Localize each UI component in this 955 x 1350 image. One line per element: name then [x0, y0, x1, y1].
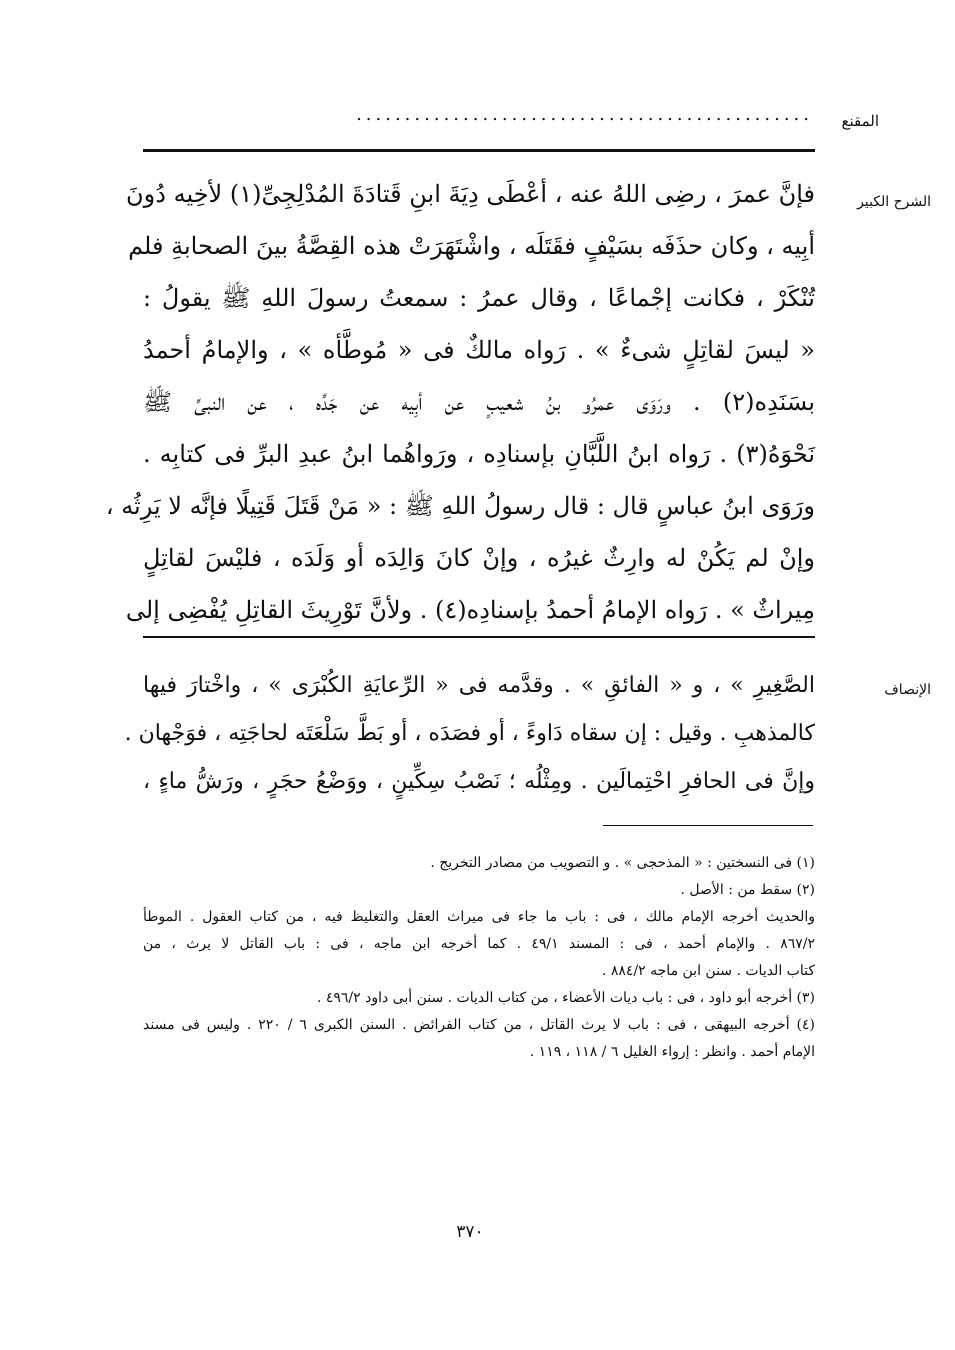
main-text-line: وإنْ لم يَكُنْ له وارِثٌ غيرُه ، وإنْ كانَ وَالِدَه أو وَلَدَه ، فليْسَ لقاتِلٍ — [143, 544, 815, 572]
header-dotted-leader: ............................................... — [356, 104, 813, 125]
footnote-separator — [603, 825, 813, 826]
main-text-line: نَحْوَهُ(٣) . رَواه ابنُ اللَّبَّانِ بإسنادِه ، ورَواهُما ابنُ عبدِ البرِّ فى كتابِه . — [143, 440, 815, 468]
main-text-line: بسَنَدِه(٢) . ورَوَى عمرُو بنُ شعيبٍ عن أبِيه عن جَدِّه ، عن النبىِّ ﷺ — [143, 388, 815, 416]
section-divider — [143, 636, 815, 638]
footnote-line: والحديث أخرجه الإمام مالك ، فى : باب ما جاء فى ميراث العقل والتغليظ فيه ، من كتاب العقول . الموطأ — [143, 909, 815, 925]
section-label-sharh: الشرح الكبير — [857, 194, 931, 210]
insaf-text-line: الصَّغِيرِ » ، و « الفائقِ » . وقدَّمه فى « الرِّعايَةِ الكُبْرَى » ، واخْتارَ فيها — [143, 673, 815, 698]
footnote-line: (١) فى النسختين : « المذحجى » . و التصويب من مصادر التخريج . — [430, 855, 815, 871]
running-header-title: المقنع — [841, 112, 879, 130]
main-text-line: أبِيه ، وكان حذَفَه بسَيْفٍ فقَتَلَه ، واشْتَهَرَتْ هذه القِصَّةُ بينَ الصحابةِ فلم — [128, 232, 815, 260]
footnote-line: (٣) أخرجه أبو داود ، فى : باب ديات الأعضاء ، من كتاب الديات . سنن أبى داود ٤٩٦/٢ . — [316, 990, 815, 1006]
footnote-line: الإمام أحمد . وانظر : إرواء الغليل ٦ / ١١٨ ، ١١٩ . — [529, 1044, 815, 1060]
page-number: ٣٧٠ — [456, 1222, 484, 1242]
insaf-text-line: كالمذهبِ . وقيل : إن سقاه دَاوءً ، أو فصَدَه ، أو بَطَّ سَلْعَتَه لحاجَتِه ، فوَجْهان . — [124, 721, 815, 746]
main-text-block — [105, 168, 815, 636]
main-text-line: « ليسَ لقاتِلٍ شىءٌ » . رَواه مالكٌ فى « مُوطَّأه » ، والإمامُ أحمدُ — [143, 336, 815, 364]
footnotes-block — [143, 850, 815, 1066]
footnote-line: ٨٦٧/٢ . والإمام أحمد ، فى : المسند ٤٩/١ . كما أخرجه ابن ماجه ، فى : باب القاتل لا يرث ، من — [143, 936, 815, 952]
main-text-line: مِيراثٌ » . رَواه الإمامُ أحمدُ بإسنادِه(٤) . ولأنَّ تَوْرِيثَ القاتِلِ يُفْضِى إلى — [125, 596, 815, 624]
header-rule — [143, 149, 815, 152]
footnote-line: كتاب الديات . سنن ابن ماجه ٨٨٤/٢ . — [601, 963, 815, 979]
main-text-line: فإنَّ عمرَ ، رضِى اللهُ عنه ، أعْطَى دِيَةَ ابنِ قَتادَةَ المُدْلِجِىِّ(١) لأخِيه دُونَ — [126, 180, 815, 208]
main-text-line: ورَوَى ابنُ عباسٍ قال : قال رسولُ اللهِ ﷺ : « مَنْ قَتَلَ قَتِيلًا فإنَّه لا يَرِثُه ، — [105, 492, 815, 520]
main-text-line: تُنْكَرْ ، فكانت إجْماعًا ، وقال عمرُ : سمعتُ رسولَ اللهِ ﷺ يقولُ : — [143, 284, 815, 312]
insaf-text-block — [124, 662, 815, 806]
footnote-line: (٤) أخرجه البيهقى ، فى : باب لا يرث القاتل ، من كتاب الفرائض . السنن الكبرى ٦ / ٢٢٠ . وليس فى مسند — [143, 1017, 815, 1033]
footnote-line: (٢) سقط من : الأصل . — [680, 882, 815, 898]
insaf-text-line: وإنَّ فى الحافرِ احْتِمالَين . ومِثْلُه ؛ نَصْبُ سِكِّينٍ ، ووَضْعُ حجَرٍ ، ورَشُّ ماءٍ ، — [143, 769, 815, 794]
section-label-insaf: الإنصاف — [884, 682, 931, 698]
